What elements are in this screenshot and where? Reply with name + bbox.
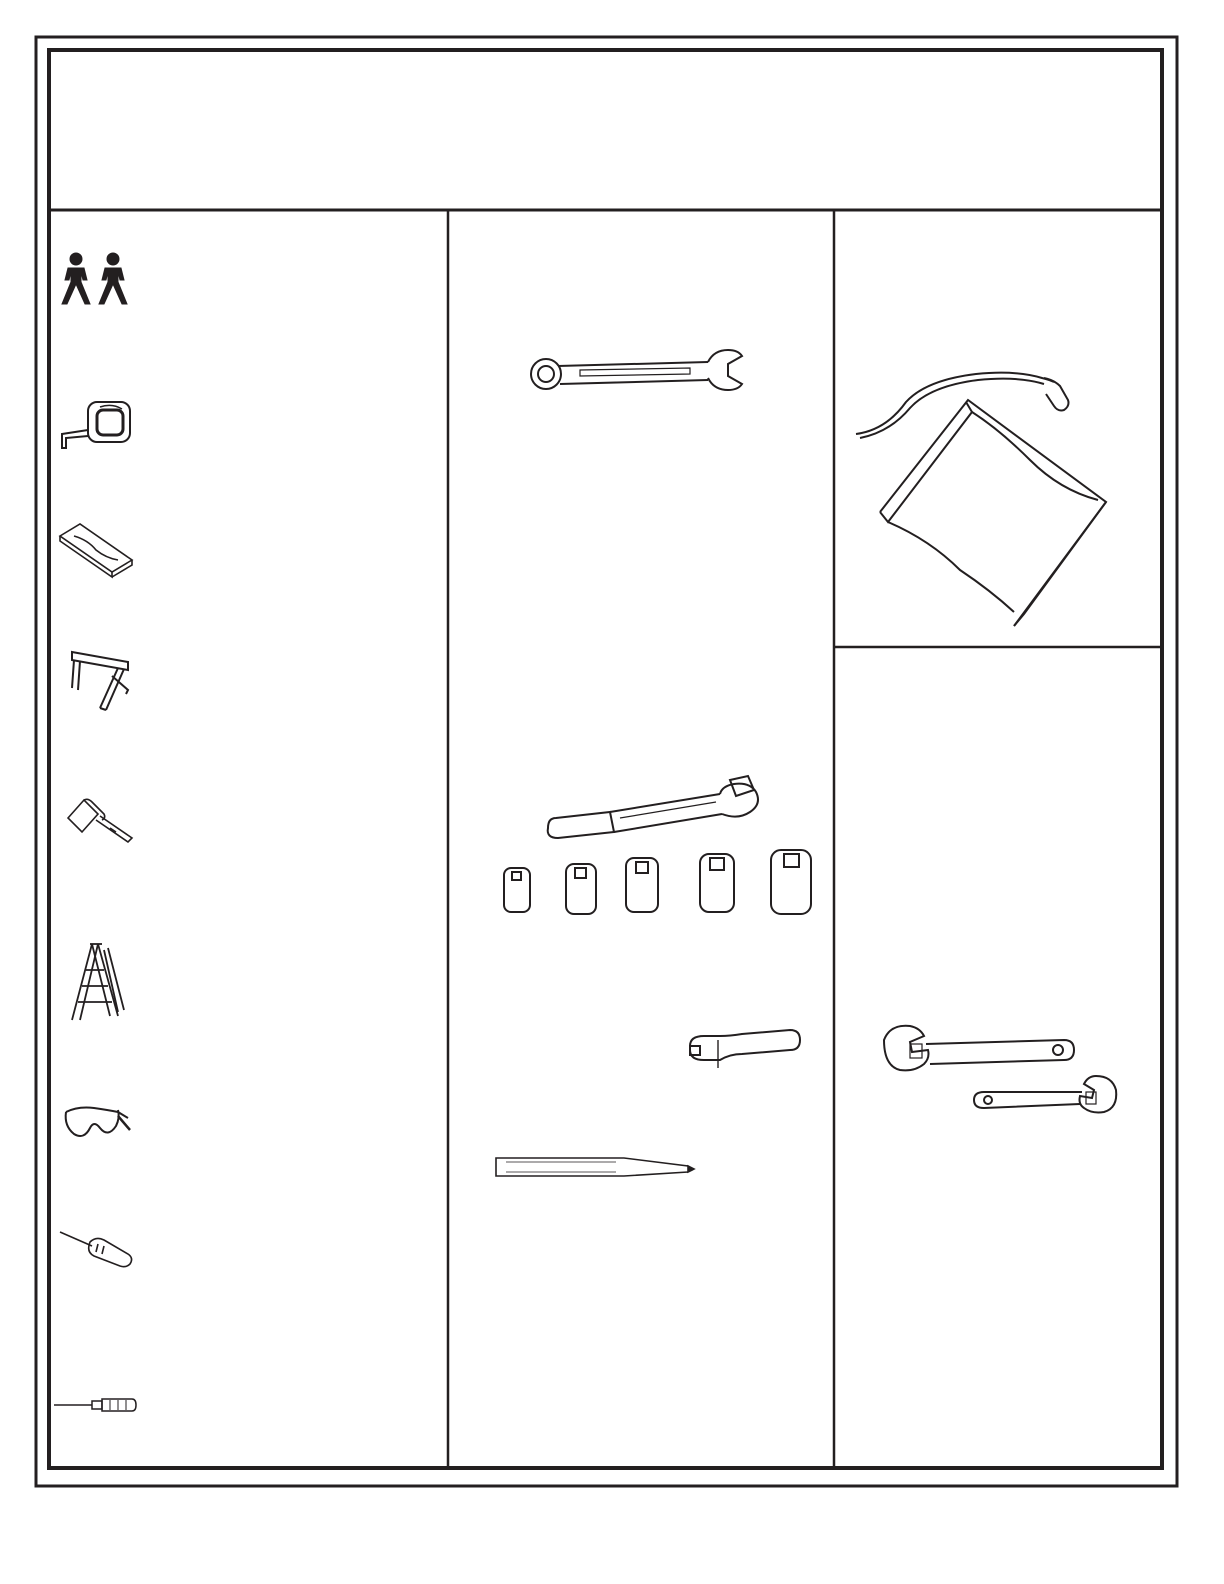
ratchet-icon: [548, 776, 758, 838]
flat-screwdriver-icon: [54, 1399, 136, 1411]
sawhorse-icon: [72, 652, 128, 710]
page-frame: [36, 37, 1177, 1486]
step-ladder-icon: [72, 944, 124, 1020]
tape-measure-icon: [62, 402, 130, 448]
punch-icon: [496, 1158, 694, 1176]
two-people-icon: [62, 253, 127, 304]
adjustable-wrenches-icon: [884, 1026, 1116, 1113]
mallet-icon: [68, 799, 132, 842]
combination-wrench-icon: [531, 350, 742, 390]
safety-glasses-icon: [66, 1108, 130, 1137]
phillips-screwdriver-icon: [60, 1232, 132, 1267]
shims-icon: [60, 524, 132, 577]
nut-driver-icon: [690, 1030, 800, 1068]
socket-set-icon: [504, 850, 811, 914]
rope-and-drop-cloth-icon: [856, 373, 1106, 626]
